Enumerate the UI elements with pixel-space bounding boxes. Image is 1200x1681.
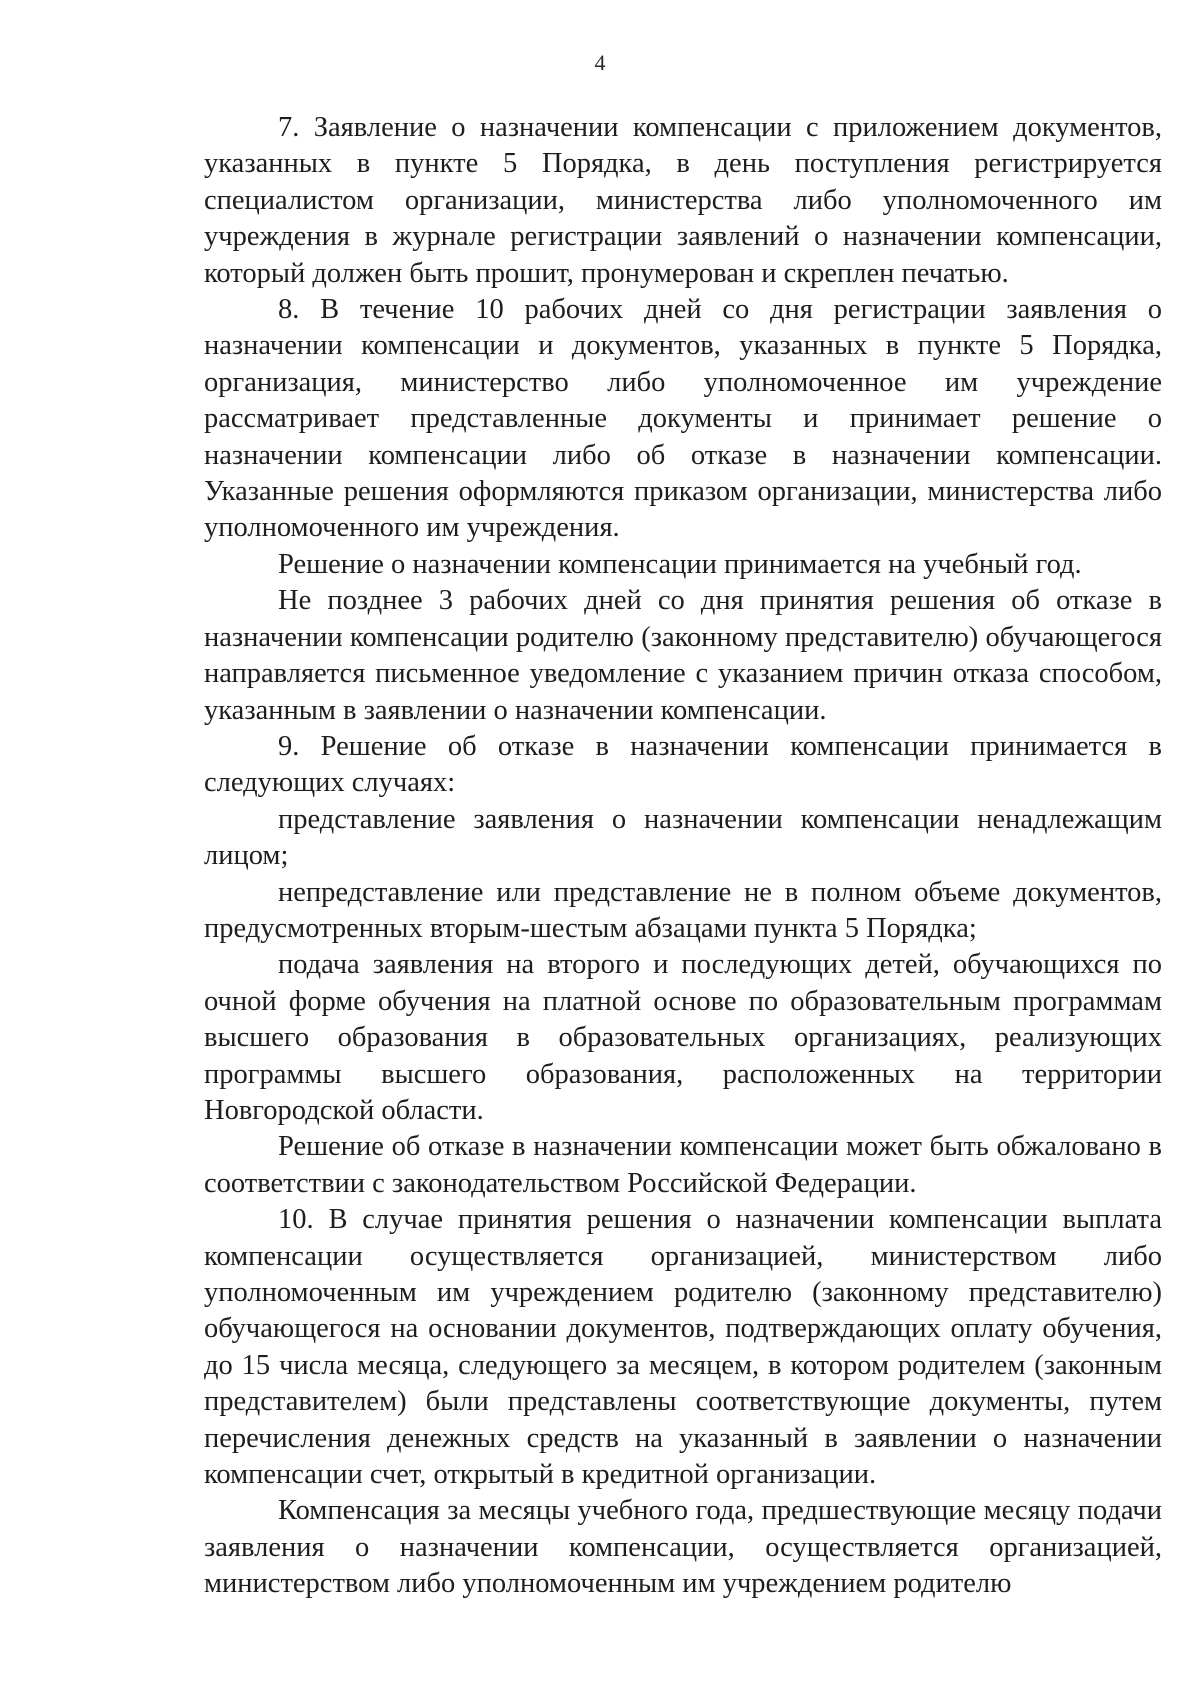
page-number: 4 <box>594 50 606 75</box>
paragraph-refusal-case-3: подача заявления на второго и последующих детей, обучающихся по очной форме обучения на платной основе по образовательным программам высшего образования в образовательных организациях, реализующих программы высшего образования, расположенных на территории Новгородской области. <box>204 949 1162 1126</box>
paragraph-refusal-case-2: непредставление или представление не в полном объеме документов, предусмотренных вторым-шестым абзацами пункта 5 Порядка; <box>204 876 1162 944</box>
paragraph-prior-months: Компенсация за месяцы учебного года, предшествующие месяцу подачи заявления о назначении компенсации, осуществляется организацией, министерством либо уполномоченным им учреждением родителю <box>204 1495 1162 1600</box>
paragraph-item-9: 9. Решение об отказе в назначении компенсации принимается в следующих случаях: <box>204 730 1162 799</box>
document-body <box>204 110 1162 1603</box>
paragraph-item-10: 10. В случае принятия решения о назначении компенсации выплата компенсации осуществляется организацией, министерством либо уполномоченным им учреждением родителю (законному представителю) обучающегося на основании документов, подтверждающих оплату обучения, до 15 числа месяца, следующего за месяцем, в котором родителем (законным представителем) были представлены соответствующие документы, путем перечисления денежных средств на указанный в заявлении о назначении компенсации счет, открытый в кредитной организации. <box>204 1204 1162 1491</box>
paragraph-item-7: 7. Заявление о назначении компенсации с приложением документов, указанных в пункте 5 Порядка, в день поступления регистрируется специалистом организации, министерства либо уполномоченного им учреждения в журнале регистрации заявлений о назначении компенсации, который должен быть прошит, пронумерован и скреплен печатью. <box>204 112 1162 289</box>
paragraph-item-8: 8. В течение 10 рабочих дней со дня регистрации заявления о назначении компенсации и документов, указанных в пункте 5 Порядка, организация, министерство либо уполномоченное им учреждение рассматривает представленные документы и принимает решение о назначении компенсации либо об отказе в назначении компенсации. Указанные решения оформляются приказом организации, министерства либо уполномоченного им учреждения. <box>204 294 1162 544</box>
paragraph-refusal-notice: Не позднее 3 рабочих дней со дня принятия решения об отказе в назначении компенсации родителю (законному представителю) обучающегося направляется письменное уведомление с указанием причин отказа способом, указанным в заявлении о назначении компенсации. <box>204 585 1162 726</box>
paragraph-refusal-case-1: представление заявления о назначении компенсации ненадлежащим лицом; <box>204 803 1162 872</box>
paragraph-decision-period: Решение о назначении компенсации принимается на учебный год. <box>278 548 1082 580</box>
paragraph-appeal: Решение об отказе в назначении компенсации может быть обжаловано в соответствии с законодательством Российской Федерации. <box>204 1131 1162 1199</box>
